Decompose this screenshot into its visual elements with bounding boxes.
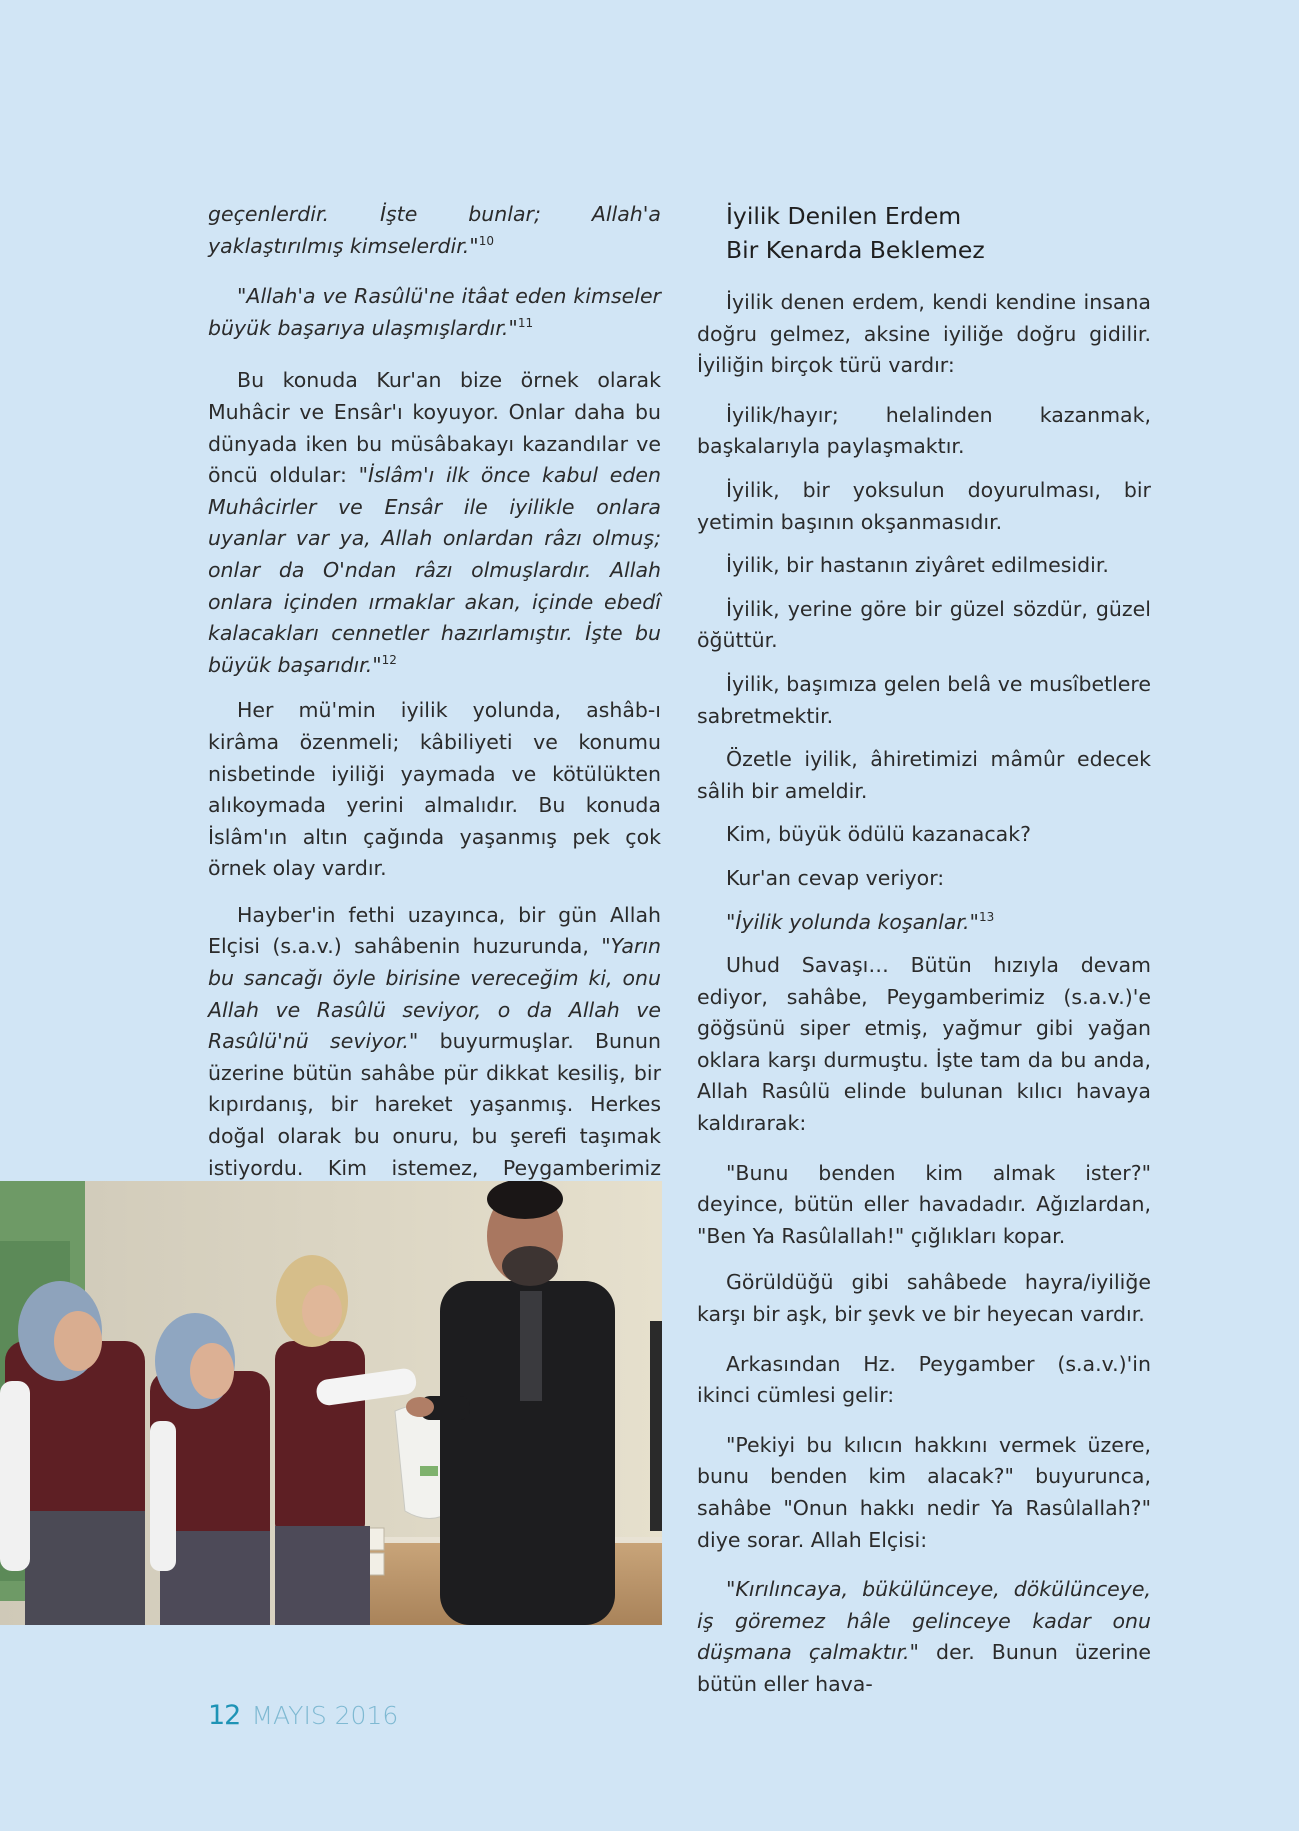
body-text: Hayber'in fethi uzayınca, bir gün Allah Elçisi (s.a.v.) sahâbenin huzurunda,: [208, 902, 661, 959]
footnote-ref: 10: [478, 233, 494, 248]
body-text: der. Bunun üzerine bütün eller hava-: [697, 1640, 1151, 1696]
footnote-ref: 11: [517, 315, 534, 330]
quote-text: geçenlerdir. İşte bunlar; Allah'a yaklaştırılmış kimselerdir.": [208, 202, 661, 258]
paragraph: Özetle iyilik, âhiretimizi mâmûr edecek sâlih bir ameldir.: [697, 747, 1151, 803]
issue-label: MAYIS 2016: [251, 1701, 399, 1730]
paragraph: Kur'an cevap veriyor:: [726, 865, 945, 890]
right-column: [697, 199, 1151, 1701]
quote-text: "Allah'a ve Rasûlü'ne itâat eden kimseler büyük başarıya ulaşmışlardır.": [208, 284, 661, 340]
page-footer: [208, 1700, 398, 1734]
left-column: [208, 199, 661, 1279]
paragraph: Arkasından Hz. Peygamber (s.a.v.)'in ikinci cümlesi gelir:: [697, 1351, 1151, 1408]
paragraph: Uhud Savaşı… Bütün hızıyla devam ediyor, sahâbe, Peygamberimiz (s.a.v.)'e göğsünü siper etmiş, yağmur gibi yağan oklara karşı durmuştu. İşte tam da bu anda, Allah Rasûlü elinde bulunan kılıcı havaya kaldırarak:: [697, 953, 1151, 1136]
heading-line: İyilik Denilen Erdem: [726, 202, 962, 230]
photo: [0, 1181, 662, 1625]
paragraph: İyilik, yerine göre bir güzel sözdür, güzel öğüttür.: [697, 596, 1151, 653]
paragraph: Her mü'min iyilik yolunda, ashâb-ı kirâma özenmeli; kâbiliyeti ve konumu nisbetinde iyiliği yaymada ve kötülükten alıkoymada yerini almalıdır. Bu konuda İslâm'ın altın çağında yaşanmış pek çok örnek olay vardır.: [208, 698, 661, 881]
paragraph: İyilik, başımıza gelen belâ ve musîbetlere sabretmektir.: [697, 671, 1151, 728]
footnote-ref: 12: [381, 652, 397, 667]
page-number: 12: [208, 1700, 241, 1731]
paragraph: İyilik, bir hastanın ziyâret edilmesidir.: [726, 553, 1109, 578]
paragraph: "Pekiyi bu kılıcın hakkını vermek üzere, bunu benden kim alacak?" buyurunca, sahâbe "Onun hakkı nedir Ya Rasûlallah?" diye sorar. Allah Elçisi:: [697, 1432, 1151, 1552]
quote-text: "İslâm'ı ilk önce kabul eden Muhâcirler ve Ensâr ile iyilikle onlara uyanlar var ya, Allah onlardan râzı olmuş; onlar da O'ndan râzı olmuşlardır. Allah onlara içinden ırmaklar akan, içinde ebedî kalacakları cennetler hazırlamıştır. İşte bu büyük başarıdır.": [208, 463, 661, 677]
paragraph: İyilik, bir yoksulun doyurulması, bir yetimin başının okşanmasıdır.: [697, 477, 1151, 534]
paragraph: "Bunu benden kim almak ister?" deyince, bütün eller havadadır. Ağızlardan, "Ben Ya Rasûlallah!" çığlıkları kopar.: [697, 1160, 1151, 1248]
body-text: Bu konuda Kur'an bize örnek olarak Muhâcir ve Ensâr'ı koyuyor. Onlar daha bu dünyada iken bu müsâbakayı kazandılar ve öncü oldular:: [208, 368, 661, 488]
paragraph: Kim, büyük ödülü kazanacak?: [726, 822, 1031, 847]
quote-text: "Kırılıncaya, bükülünceye, dökülünceye, iş göremez hâle gelinceye kadar onu düşmana çalmaktır.": [697, 1577, 1151, 1665]
paragraph: [208, 281, 661, 344]
paragraph: [697, 1574, 1151, 1700]
paragraph: Görüldüğü gibi sahâbede hayra/iyiliğe karşı bir aşk, bir şevk ve bir heyecan vardır.: [697, 1270, 1151, 1327]
heading-line: Bir Kenarda Beklemez: [726, 236, 985, 264]
body-text: buyurmuşlar. Bunun üzerine bütün sahâbe pür dikkat kesiliş, bir kıpırdanış, bir hareket yaşanmış. Herkes doğal olarak bu onuru, bu şerefi taşımak istiyordu. Kim istemez, Peygamberimiz: [208, 1029, 662, 1180]
quote-text: "Yarın bu sancağı öyle birisine vereceğim ki, onu Allah ve Rasûlü seviyor, o da Allah ve Rasûlü'nü seviyor.": [208, 934, 661, 1054]
quote-text: "İyilik yolunda koşanlar.": [726, 909, 979, 934]
paragraph: [208, 199, 661, 262]
paragraph: [208, 365, 661, 681]
footnote-ref: 13: [978, 909, 995, 924]
paragraph: [697, 907, 1151, 939]
section-heading: [726, 199, 1151, 267]
paragraph: İyilik denen erdem, kendi kendine insana doğru gelmez, aksine iyiliğe doğru gidilir. İyiliğin birçok türü vardır:: [697, 290, 1151, 378]
paragraph: İyilik/hayır; helalinden kazanmak, başkalarıyla paylaşmaktır.: [697, 402, 1151, 459]
